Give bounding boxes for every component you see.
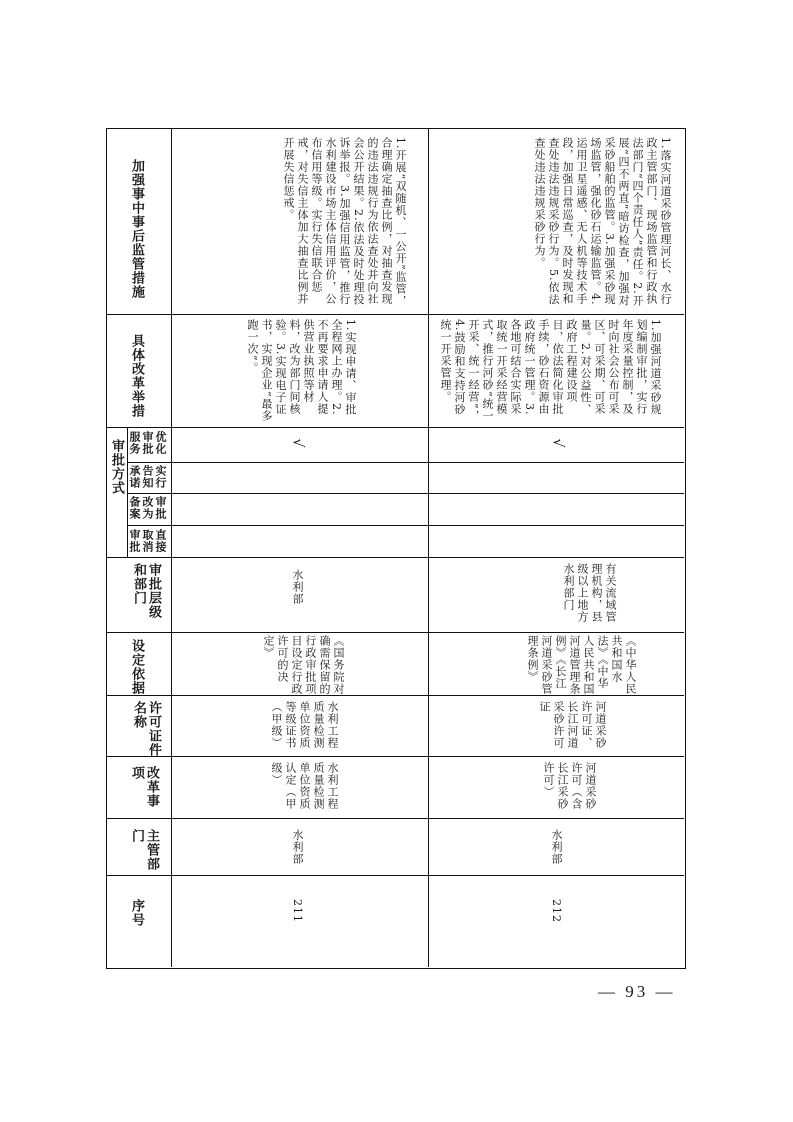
header-mode-cancel: 直接取消审批 [128,529,167,553]
row-212-seq: 212 [550,899,563,923]
page-number: — 93 — [598,982,676,1001]
row-211-dept: 水利部 [291,829,304,865]
header-mode-notify: 实行告知承诺 [128,465,167,489]
row-212-optimize-check: √ [549,438,566,448]
header-basis: 设定依据 [129,639,144,695]
header-reform: 具体改革举措 [129,334,144,418]
rule [127,493,684,494]
rule [107,632,684,633]
row-211-seq: 211 [291,899,304,923]
rule [107,427,684,428]
rule [107,314,684,315]
header-level: 审批层级和部门 [131,563,161,619]
header-mode-optimize: 优化审批服务 [128,431,167,455]
rule [107,818,684,819]
rule [107,557,684,558]
header-dept: 主管部门 [129,829,159,871]
row-211-license: 水利工程质量检测单位资质等级证书（甲级） [270,701,339,749]
header-item: 改革事项 [129,766,159,808]
row-211-optimize-check: √ [289,438,306,448]
row-211-reform: 1.实现申请、审批全程网上办理。2.不再要求申请人提供营业执照等材料，改为部门间核验。3.实现电子证书，实现企业“最多跑一次”。 [246,319,357,422]
rule [107,875,684,876]
row-212-item: 河道采砂许可（含长江采砂许可） [542,762,597,810]
header-approval-mode: 审批方式 [109,439,124,495]
header-supervision: 加强事中事后监管措施 [129,159,144,299]
row-212-basis: 《中华人民共和国水法》《中华人民共和国河道管理条例》《长江河道采砂管理条例》 [526,635,637,695]
rule [107,695,684,696]
row-212-level: 有关流域管理机构，县级以上地方水利部门 [562,563,617,623]
row-212-reform: 1.加强河道采砂规划编制审批，实行年度采量控制，及时向社会公布可采区、可采期、可采量。2.对公益性、政府工程建设项目，依法简化审批手续，砂石资源由政府统一管理。3.各地可结合实际采取统一开采经营模式，推行河砂“统一开采、统一经营”，4.鼓励和支持河砂统一开采管理。 [439,319,662,422]
row-212-dept: 水利部 [550,829,563,865]
rule [127,462,684,463]
rule [171,129,172,967]
header-mode-record: 审批改为备案 [128,496,167,520]
row-212-license: 河道采砂许可证、长江河道采砂许可证 [538,701,607,749]
rule [428,129,429,967]
header-seq: 序号 [129,899,144,927]
row-211-level: 水利部 [291,569,304,605]
row-211-supervision: 1.开展“双随机、一公开”监管，合理确定抽查比例，对抽查发现的违法违规行为依法查处并向社会公开结果。2.依法及时处理投诉举报。3.加强信用监管，推行水利建设市场主体信用评价，公布信用等级。实行失信联合惩戒，对失信主体加大抽查比例并开展失信惩戒。 [282,137,407,307]
rule [127,525,684,526]
row-211-basis: 《国务院对确需保留的行政审批项目设定行政许可的决定》 [262,635,345,695]
header-license: 许可证件名称 [131,701,161,757]
row-211-item: 水利工程质量检测单位资质认定（甲级） [270,762,339,810]
row-212-supervision: 1.落实河道采砂管理河长、水行政主管部门、现场监管和行政执法部门“四个责任人”责任。2.开展“四不两直”暗访检查，加强对采砂船舶的监管。3.加强采砂现场监管，强化砂石运输监管。4.运用卫星遥感、无人机等技术手段，加强日常巡查，及时发现和查处违法违规采砂行为。5.依法查处违法违规采砂行为。 [533,137,672,307]
approval-reform-table [106,128,686,969]
